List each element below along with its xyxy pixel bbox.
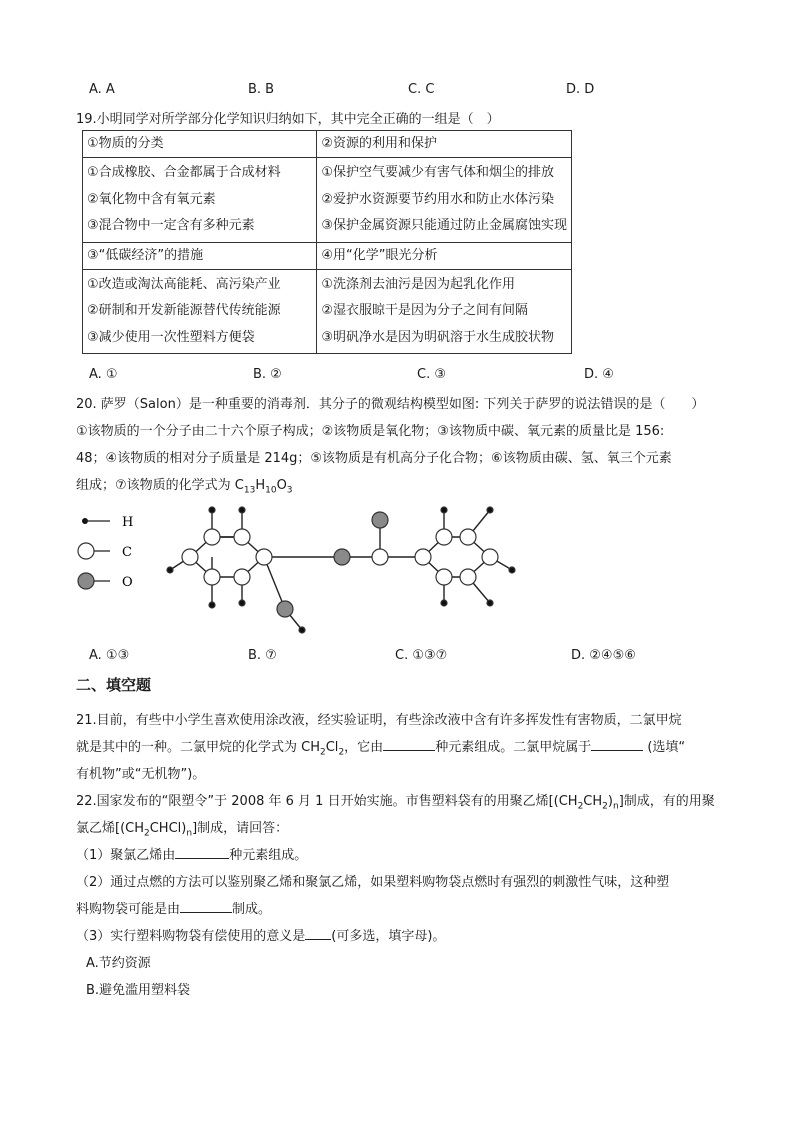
formula-part: O — [276, 478, 287, 493]
answer-blank[interactable] — [383, 736, 435, 751]
q21-line1: 21.目前，有些中小学生喜欢使用涂改液，经实验证明，有些涂改液中含有许多挥发性有害物质，二氯甲烷 — [76, 713, 682, 728]
q20-line4-prefix: 组成；⑦该物质的化学式为 C — [76, 478, 244, 493]
carbon-atom — [415, 549, 431, 565]
q19-option-d: D. ④ — [584, 367, 614, 382]
q21-text: (选填“ — [643, 740, 686, 755]
q21-line2 — [76, 736, 685, 758]
q20-option-a: A. ①③ — [89, 648, 130, 663]
q22-text: CH — [583, 794, 603, 809]
formula-sub: 2 — [577, 801, 584, 812]
table-cell-head: ④用“化学”眼光分析 — [317, 242, 572, 269]
q18-option-b: B. B — [248, 82, 275, 97]
q22-text: 22.国家发布的“限塑令”于 2008 年 6 月 1 日开始实施。市售塑料袋有的用聚乙烯[(CH — [76, 794, 578, 809]
carbon-atom — [234, 569, 250, 585]
q22-option-b: B.避免滥用塑料袋 — [86, 983, 191, 998]
table-item: ①保护空气要减少有害气体和烟尘的排放 — [321, 165, 554, 180]
carbon-atom — [182, 549, 198, 565]
carbon-atom — [204, 569, 220, 585]
table-cell-head: ②资源的利用和保护 — [317, 131, 572, 158]
q20-option-c: C. ①③⑦ — [395, 648, 448, 663]
legend-c-atom — [78, 543, 94, 559]
q18-option-c: C. C — [408, 82, 435, 97]
formula-sub: 13 — [243, 485, 256, 496]
table-item: ③混合物中一定含有多种元素 — [87, 218, 255, 233]
formula-sub: 10 — [265, 485, 277, 496]
q19-knowledge-table — [82, 130, 572, 354]
q22-text: ]制成，请回答： — [192, 821, 289, 836]
legend-o-atom — [78, 573, 94, 589]
hydrogen-atom — [167, 567, 173, 573]
hydrogen-atom — [487, 600, 493, 606]
table-item: ③减少使用一次性塑料方便袋 — [87, 329, 255, 345]
q22-sub3 — [76, 925, 445, 944]
q22-sub2: （2）通过点燃的方法可以鉴别聚乙烯和聚氯乙烯，如果塑料购物袋点燃时有强烈的刺激性气味，这种塑 — [76, 875, 670, 890]
carbon-atom — [482, 549, 498, 565]
table-item: ②湿衣服晾干是因为分子之间有间隔 — [321, 303, 528, 318]
oxygen-atom — [277, 601, 293, 617]
carbon-atom — [436, 529, 452, 545]
molecule-legend — [78, 515, 133, 590]
q19-stem: 19.小明同学对所学部分化学知识归纳如下，其中完全正确的一组是（ ） — [76, 112, 500, 127]
hydrogen-atom — [239, 507, 245, 513]
carbon-atom — [256, 549, 272, 565]
q22-line1 — [76, 790, 715, 812]
q20-line4 — [76, 474, 293, 496]
q22-text: （3）实行塑料购物袋有偿使用的意义是 — [76, 929, 306, 944]
formula-sub: 2 — [338, 747, 345, 758]
answer-blank[interactable] — [305, 925, 331, 940]
salol-molecule-model — [72, 500, 552, 640]
hydrogen-atom — [509, 567, 515, 573]
q21-line3: 有机物”或“无机物”)。 — [76, 767, 206, 782]
answer-blank[interactable] — [591, 736, 643, 751]
molecule-atoms — [167, 507, 515, 633]
q21-text: 就是其中的一种。二氯甲烷的化学式为 CH — [76, 740, 320, 755]
hydrogen-atom — [239, 600, 245, 606]
formula-sub: 2 — [602, 801, 608, 812]
q22-line2 — [76, 817, 288, 839]
table-item: ①合成橡胶、合金都属于合成材料 — [87, 165, 281, 180]
q19-option-a: A. ① — [89, 367, 118, 382]
q20-line1: 20. 萨罗（Salon）是一种重要的消毒剂．其分子的微观结构模型如图: 下列关于萨罗的说法错误的是（ ） — [76, 397, 705, 412]
carbon-atom — [234, 529, 250, 545]
q22-text: （1）聚氯乙烯由 — [76, 848, 176, 863]
q22-text: ]制成，有的用聚 — [618, 794, 715, 809]
answer-blank[interactable] — [175, 844, 229, 859]
table-cell-head: ③“低碳经济”的措施 — [83, 242, 317, 269]
q22-text: ) — [607, 794, 613, 809]
section-title: 二、填空题 — [76, 676, 152, 694]
table-item: ②氧化物中含有氧元素 — [87, 191, 216, 207]
answer-blank[interactable] — [180, 898, 232, 913]
hydrogen-atom — [209, 602, 215, 608]
q21-text: Cl — [325, 740, 339, 755]
table-item: ③保护金属资源只能通过防止金属腐蚀实现 — [321, 218, 567, 233]
hydrogen-atom — [209, 507, 215, 513]
formula-sub: n — [612, 801, 619, 812]
hydrogen-atom — [299, 627, 305, 633]
table-cell-body — [83, 269, 317, 354]
formula-part: H — [255, 478, 266, 493]
formula-sub: 2 — [144, 828, 150, 839]
legend-h-label: H — [122, 515, 134, 530]
formula-sub: n — [186, 828, 193, 839]
table-item: ②研制和开发新能源替代传统能源 — [87, 303, 281, 318]
q18-option-a: A. A — [89, 82, 115, 97]
q22-sub2-cont — [76, 898, 271, 917]
legend-o-label: O — [122, 575, 133, 590]
formula-sub: 2 — [320, 747, 326, 758]
table-cell-body — [317, 269, 572, 354]
formula-sub: 3 — [286, 485, 293, 496]
q21-text: 种元素组成。二氯甲烷属于 — [435, 740, 592, 755]
hydrogen-atom — [487, 507, 493, 513]
q19-option-b: B. ② — [253, 367, 282, 382]
carbon-atom — [460, 569, 476, 585]
q22-text: 种元素组成。 — [229, 848, 308, 863]
table-item: ①洗涤剂去油污是因为起乳化作用 — [321, 276, 515, 292]
molecule-bonds — [170, 510, 512, 630]
table-item: ①改造或淘汰高能耗、高污染产业 — [87, 276, 281, 292]
table-cell-body — [317, 158, 572, 243]
oxygen-atom — [334, 549, 350, 565]
carbon-atom — [204, 529, 220, 545]
q22-text: 制成。 — [232, 902, 272, 917]
q20-line3: 48；④该物质的相对分子质量是 214g；⑤该物质是有机高分子化合物；⑥该物质由碳、氢、氧三个元素 — [76, 451, 672, 466]
q20-line2: ①该物质的一个分子由二十六个原子构成；②该物质是氧化物；③该物质中碳、氧元素的质量比是 156: — [76, 424, 665, 439]
carbon-atom — [372, 549, 388, 565]
q21-text: ，它由 — [344, 740, 384, 755]
q18-option-d: D. D — [566, 82, 595, 97]
table-item: ③明矾净水是因为明矾溶于水生成胶状物 — [321, 329, 554, 345]
carbon-atom — [436, 569, 452, 585]
hydrogen-atom — [441, 507, 447, 513]
hydrogen-atom — [441, 600, 447, 606]
q22-text: (可多选，填字母)。 — [331, 929, 446, 944]
q22-option-a: A.节约资源 — [86, 956, 151, 971]
q19-option-c: C. ③ — [417, 367, 446, 382]
legend-c-label: C — [122, 545, 132, 560]
q22-text: 料购物袋可能是由 — [76, 902, 181, 917]
table-cell-head: ①物质的分类 — [83, 131, 317, 158]
table-item: ②爱护水资源要节约用水和防止水体污染 — [321, 191, 554, 207]
q20-option-d: D. ②④⑤⑥ — [571, 648, 636, 663]
oxygen-atom — [372, 512, 388, 528]
q22-text: CHCl) — [149, 821, 187, 836]
q22-sub1 — [76, 844, 307, 863]
carbon-atom — [460, 529, 476, 545]
q22-text: 氯乙烯[(CH — [76, 821, 144, 836]
q20-option-b: B. ⑦ — [248, 648, 277, 663]
table-cell-body — [83, 158, 317, 243]
